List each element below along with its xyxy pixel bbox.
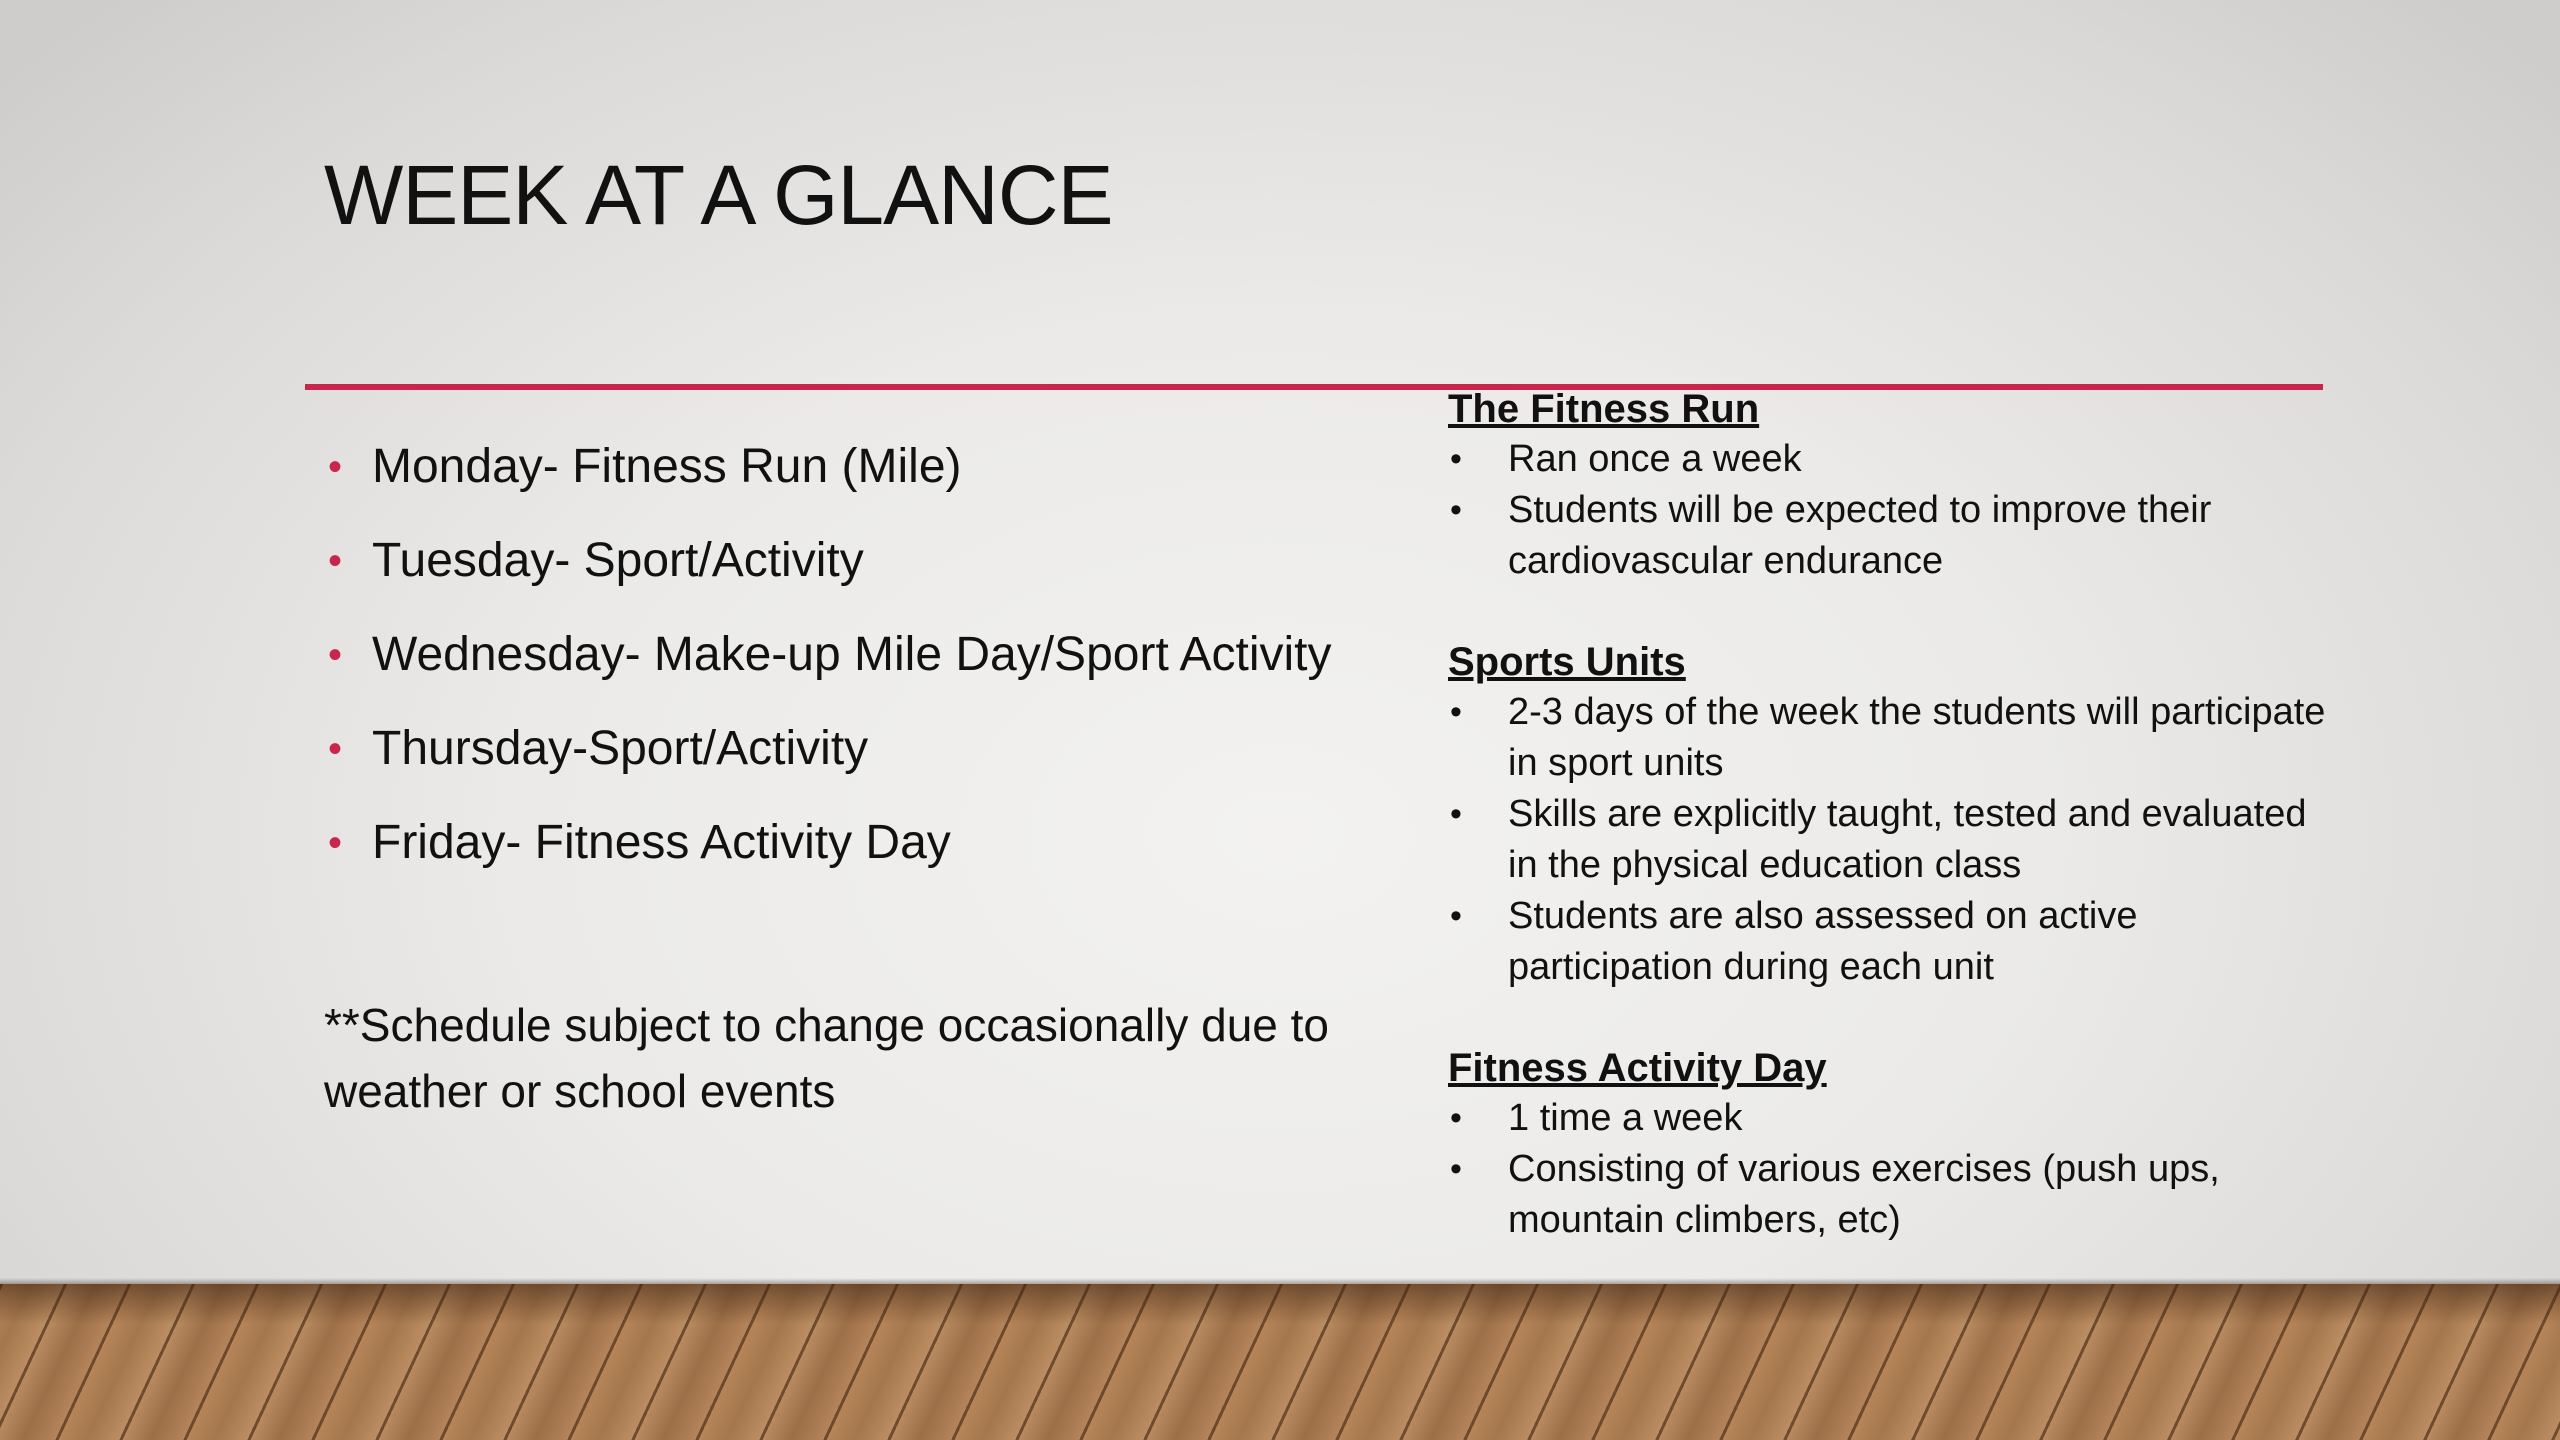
section-bullet [1448, 1093, 2328, 1144]
section-bullet-text: 1 time a week [1508, 1097, 1743, 1139]
section-fitness-run [1448, 384, 2328, 587]
section-heading: The Fitness Run [1448, 387, 1760, 431]
schedule-item-text: Friday- Fitness Activity Day [372, 816, 951, 869]
bullet-icon: • [1450, 897, 1462, 935]
section-bullet [1448, 789, 2328, 891]
bullet-icon: • [1450, 1150, 1462, 1188]
schedule-item-text: Monday- Fitness Run (Mile) [372, 440, 962, 493]
section-bullet [1448, 434, 2328, 485]
wood-floor-decoration [0, 1284, 2560, 1440]
schedule-item-wednesday [324, 608, 1344, 702]
bullet-icon: • [328, 727, 343, 771]
section-sports-units [1448, 637, 2328, 993]
section-bullet [1448, 687, 2328, 789]
bullet-icon: • [328, 821, 343, 865]
section-fitness-activity-day [1448, 1043, 2328, 1246]
schedule-item-thursday [324, 702, 1344, 796]
section-bullet-list [1448, 434, 2328, 587]
section-bullet [1448, 891, 2328, 993]
schedule-item-tuesday [324, 514, 1344, 608]
section-bullet-list [1448, 1093, 2328, 1246]
bullet-icon: • [1450, 491, 1462, 529]
slide-title: WEEK AT A GLANCE [324, 148, 1113, 242]
section-bullet [1448, 485, 2328, 587]
schedule-note: **Schedule subject to change occasionally due to weather or school events [324, 999, 1330, 1117]
schedule-item-friday [324, 796, 1344, 890]
bullet-icon: • [1450, 795, 1462, 833]
schedule-item-monday [324, 420, 1344, 514]
bullet-icon: • [1450, 440, 1462, 478]
schedule-item-text: Thursday-Sport/Activity [372, 722, 869, 775]
bullet-icon: • [328, 445, 343, 489]
bullet-icon: • [1450, 693, 1462, 731]
section-bullet [1448, 1144, 2328, 1246]
section-bullet-list [1448, 687, 2328, 993]
section-bullet-text: Students are also assessed on active participation during each unit [1508, 895, 2138, 988]
section-bullet-text: Ran once a week [1508, 438, 1802, 480]
section-bullet-text: 2-3 days of the week the students will participate in sport units [1508, 691, 2326, 784]
section-bullet-text: Students will be expected to improve their cardiovascular endurance [1508, 489, 2212, 582]
bullet-icon: • [328, 539, 343, 583]
section-bullet-text: Consisting of various exercises (push ups, mountain climbers, etc) [1508, 1148, 2220, 1241]
details-column [1448, 384, 2328, 1296]
section-heading: Sports Units [1448, 640, 1686, 684]
schedule-item-text: Wednesday- Make-up Mile Day/Sport Activity [372, 628, 1332, 681]
weekly-schedule-list [324, 420, 1344, 890]
section-heading: Fitness Activity Day [1448, 1046, 1827, 1090]
bullet-icon: • [328, 633, 343, 677]
schedule-item-text: Tuesday- Sport/Activity [372, 534, 864, 587]
section-bullet-text: Skills are explicitly taught, tested and evaluated in the physical education class [1508, 793, 2307, 886]
bullet-icon: • [1450, 1099, 1462, 1137]
